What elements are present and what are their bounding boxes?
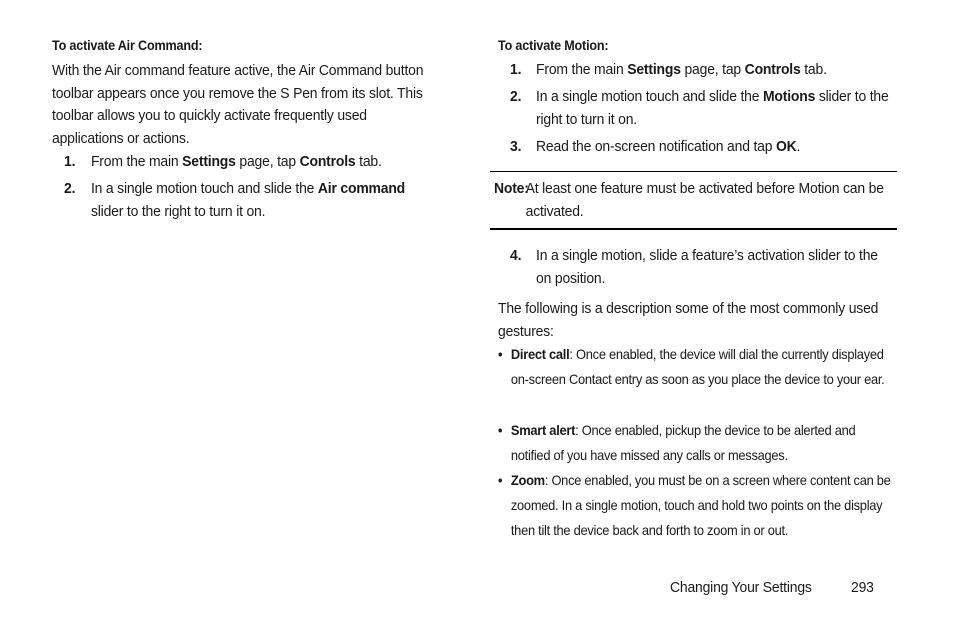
bullet-dot: • xyxy=(498,346,503,362)
step-text: From the main Settings page, tap Controls tab. xyxy=(536,61,827,78)
footer-section-title: Changing Your Settings xyxy=(670,579,812,596)
step-number: 3. xyxy=(510,138,522,155)
step-number: 4. xyxy=(510,247,522,264)
bullet-dot: • xyxy=(498,472,503,488)
step-text: In a single motion touch and slide the Motions slider to the right to turn it on. xyxy=(536,88,889,128)
bullet-text: Zoom: Once enabled, you must be on a screen where content can be zoomed. In a single motion, touch and hold two points on the display then tilt the device back and forth to zoom in or out. xyxy=(510,472,891,538)
step-number: 1. xyxy=(510,61,522,78)
step-text: Read the on-screen notification and tap OK. xyxy=(536,138,801,155)
air-command-heading: To activate Air Command: xyxy=(52,37,203,53)
step-text: From the main Settings page, tap Controls tab. xyxy=(90,153,382,170)
note-label: Note: xyxy=(494,180,529,197)
air-command-intro: With the Air command feature active, the Air Command button toolbar appears once you remove the S Pen from its slot. This toolbar allows you to quickly activate frequently used applications or actions. xyxy=(52,62,424,147)
motion-heading: To activate Motion: xyxy=(498,37,609,53)
step-text: In a single motion touch and slide the Air command slider to the right to turn it on. xyxy=(90,180,406,220)
step-number: 1. xyxy=(64,153,76,170)
bullet-text: Direct call: Once enabled, the device will dial the currently displayed on-screen Contact entry as soon as you place the device to your ear. xyxy=(510,346,885,387)
note-top-rule xyxy=(490,171,897,172)
page-number: 293 xyxy=(851,579,874,596)
note-text: At least one feature must be activated before Motion can be activated. xyxy=(525,180,884,220)
note-bottom-rule xyxy=(490,228,897,230)
bullet-text: Smart alert: Once enabled, pickup the device to be alerted and notified of you have missed any calls or messages. xyxy=(510,422,856,463)
gestures-intro: The following is a description some of the most commonly used gestures: xyxy=(498,300,879,340)
step-number: 2. xyxy=(510,88,522,105)
bullet-dot: • xyxy=(498,422,503,438)
step-number: 2. xyxy=(64,180,76,197)
step-text: In a single motion, slide a feature’s activation slider to the on position. xyxy=(536,247,878,287)
